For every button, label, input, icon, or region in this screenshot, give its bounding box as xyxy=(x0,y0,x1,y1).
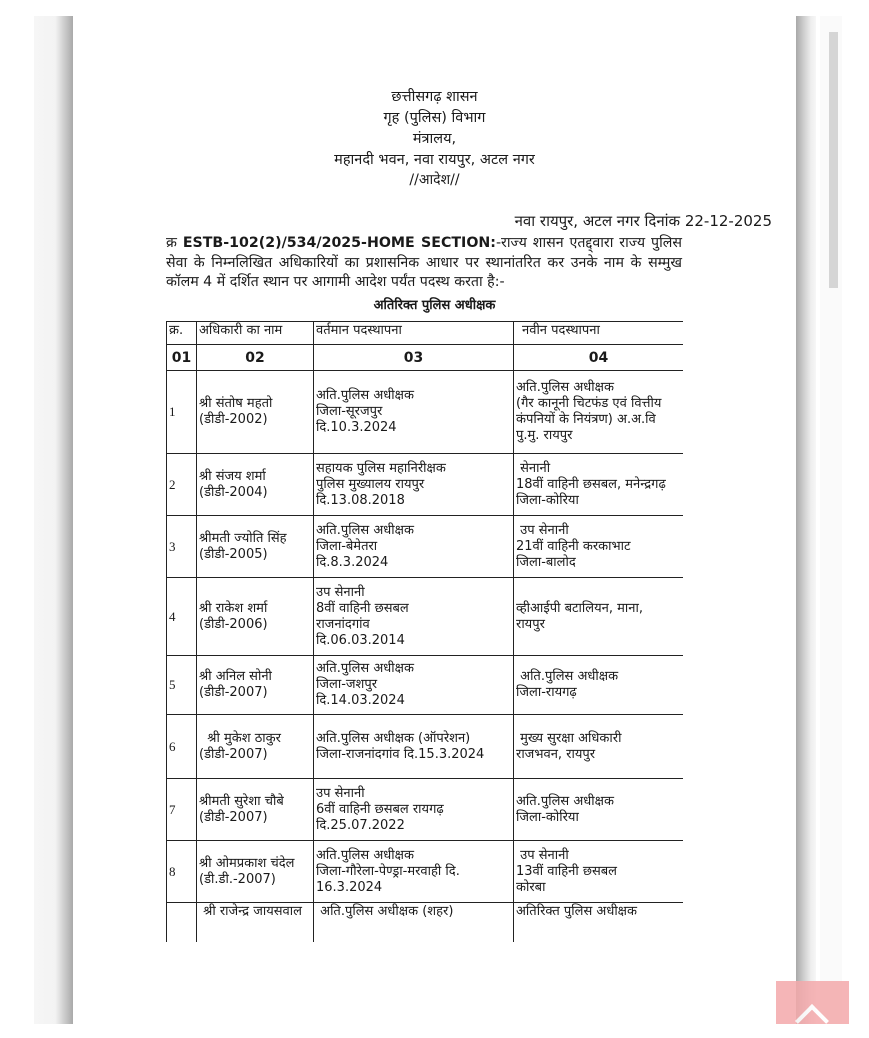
cell-current-posting-line: अति.पुलिस अधीक्षक (ऑपरेशन) xyxy=(316,730,471,746)
cell-current-posting-line: दि.14.03.2024 xyxy=(316,693,405,708)
cell-current-posting-line: पुलिस मुख्यालय रायपुर xyxy=(316,476,425,492)
cell-officer-name-line: श्रीमती ज्योति सिंह xyxy=(199,530,287,546)
cell-current-posting-line: उप सेनानी xyxy=(316,785,365,801)
section-title: अतिरिक्त पुलिस अधीक्षक xyxy=(373,298,496,313)
cell-new-posting xyxy=(514,516,684,578)
cell-current-posting-line: दि.8.3.2024 xyxy=(316,554,389,570)
cell-officer-name xyxy=(197,578,314,656)
back-to-top-button[interactable] xyxy=(776,981,849,1024)
header-officer-name: अधिकारी का नाम xyxy=(197,322,314,345)
date-line: नवा रायपुर, अटल नगर दिनांक 22-12-2025 xyxy=(514,212,772,230)
cell-current-posting-line: अति.पुलिस अधीक्षक (शहर) xyxy=(316,904,454,919)
cell-new-posting-line: अतिरिक्त पुलिस अधीक्षक xyxy=(516,904,637,919)
cell-current-posting-line: जिला-सूरजपुर xyxy=(316,404,383,419)
cell-current-posting-line: अति.पुलिस अधीक्षक xyxy=(316,661,414,676)
cell-new-posting-line: कोरबा xyxy=(516,879,546,895)
cell-new-posting-line: 18वीं वाहिनी छसबल, मनेन्द्रगढ़ xyxy=(516,476,666,492)
cell-current-posting-line: जिला-राजनांदगांव दि.15.3.2024 xyxy=(316,746,485,762)
table-header-row xyxy=(167,322,684,345)
cell-officer-name-line: (डीडी-2004) xyxy=(199,484,268,500)
cell-officer-name xyxy=(197,454,314,516)
cell-officer-name xyxy=(197,656,314,715)
table-row xyxy=(167,779,684,841)
cell-officer-name-line: श्रीमती सुरेशा चौबे xyxy=(199,793,284,809)
govt-title: छत्तीसगढ़ शासन xyxy=(391,89,478,105)
page-shadow-right xyxy=(796,16,816,1024)
cell-new-posting-line: राजभवन, रायपुर xyxy=(516,746,596,762)
cell-current-posting-line: 6वीं वाहिनी छसबल रायगढ़ xyxy=(316,801,444,817)
column-number: 04 xyxy=(514,345,684,371)
cell-current-posting xyxy=(314,371,514,454)
cell-officer-name-line: (डीडी-2007) xyxy=(199,685,268,700)
cell-new-posting-line: अति.पुलिस अधीक्षक xyxy=(516,669,619,684)
header-new-posting: नवीन पदस्थापना xyxy=(514,322,684,345)
cell-officer-name xyxy=(197,903,314,943)
cell-officer-name-line: (डीडी-2005) xyxy=(199,546,268,562)
cell-new-posting xyxy=(514,371,684,454)
cell-new-posting-line: कंपनियों के नियंत्रण) अ.अ.वि xyxy=(516,412,656,427)
cell-new-posting-line: रायपुर xyxy=(516,616,545,632)
cell-current-posting xyxy=(314,516,514,578)
cell-sn: 2 xyxy=(167,454,197,516)
column-number: 01 xyxy=(167,345,197,371)
cell-new-posting-line: जिला-कोरिया xyxy=(516,492,579,508)
table-row xyxy=(167,841,684,903)
cell-current-posting-line: जिला-जशपुर xyxy=(316,677,378,692)
cell-current-posting-line: 16.3.2024 xyxy=(316,879,383,895)
cell-current-posting-line: जिला-बेमेतरा xyxy=(316,538,378,554)
cell-current-posting-line: अति.पुलिस अधीक्षक xyxy=(316,847,414,863)
table-row xyxy=(167,903,684,943)
cell-current-posting-line: राजनांदगांव xyxy=(316,616,370,632)
cell-sn: 3 xyxy=(167,516,197,578)
header-current-posting: वर्तमान पदस्थापना xyxy=(314,322,514,345)
cell-current-posting-line: जिला-गौरेला-पेण्ड्रा-मरवाही दि. xyxy=(316,863,460,879)
chevron-up-icon xyxy=(795,1004,829,1038)
cell-officer-name-line: श्री संजय शर्मा xyxy=(199,468,266,484)
column-number-row xyxy=(167,345,684,371)
table-row xyxy=(167,454,684,516)
cell-current-posting xyxy=(314,454,514,516)
cell-current-posting xyxy=(314,779,514,841)
cell-sn: 8 xyxy=(167,841,197,903)
address-line: महानदी भवन, नवा रायपुर, अटल नगर xyxy=(334,152,535,168)
cell-new-posting-line: उप सेनानी xyxy=(516,522,569,538)
ministry-title: मंत्रालय, xyxy=(412,131,457,147)
cell-officer-name-line: श्री मुकेश ठाकुर xyxy=(199,730,281,746)
cell-current-posting xyxy=(314,841,514,903)
cell-current-posting xyxy=(314,903,514,943)
cell-officer-name xyxy=(197,779,314,841)
cell-officer-name-line: श्री अनिल सोनी xyxy=(199,669,272,684)
cell-officer-name xyxy=(197,841,314,903)
cell-officer-name xyxy=(197,516,314,578)
cell-new-posting xyxy=(514,841,684,903)
cell-new-posting-line: जिला-कोरिया xyxy=(516,809,579,825)
cell-sn: 4 xyxy=(167,578,197,656)
transfer-table xyxy=(166,321,683,942)
order-paragraph xyxy=(166,234,682,293)
cell-new-posting-line: जिला-रायगढ़ xyxy=(516,685,577,700)
cell-new-posting xyxy=(514,779,684,841)
column-number: 03 xyxy=(314,345,514,371)
table-row xyxy=(167,578,684,656)
cell-new-posting-line: सेनानी xyxy=(516,460,551,476)
cell-new-posting xyxy=(514,454,684,516)
cell-officer-name-line: (डीडी-2007) xyxy=(199,809,268,825)
cell-current-posting xyxy=(314,656,514,715)
cell-officer-name-line: (डीडी-2006) xyxy=(199,616,268,632)
cell-sn xyxy=(167,903,197,943)
order-number: ESTB-102(2)/534/2025-HOME SECTION: xyxy=(182,235,496,251)
cell-new-posting xyxy=(514,578,684,656)
department-title: गृह (पुलिस) विभाग xyxy=(383,110,486,126)
cell-officer-name-line: श्री ओमप्रकाश चंदेल xyxy=(199,855,295,871)
table-row xyxy=(167,715,684,779)
header-sn: क्र. xyxy=(167,322,197,345)
cell-current-posting-line: उप सेनानी xyxy=(316,584,365,600)
cell-officer-name-line: श्री संतोष महतो xyxy=(199,396,273,411)
cell-current-posting xyxy=(314,715,514,779)
cell-sn: 7 xyxy=(167,779,197,841)
cell-new-posting-line: जिला-बालोद xyxy=(516,554,576,570)
scrollbar-thumb[interactable] xyxy=(829,32,838,288)
cell-new-posting-line: अति.पुलिस अधीक्षक xyxy=(516,380,614,395)
cell-sn: 5 xyxy=(167,656,197,715)
cell-sn: 1 xyxy=(167,371,197,454)
order-prefix: क्र xyxy=(166,235,177,251)
document-page xyxy=(73,0,796,1024)
cell-officer-name-line: श्री राजेन्द्र जायसवाल xyxy=(199,904,302,919)
table-row xyxy=(167,516,684,578)
cell-new-posting-line: अति.पुलिस अधीक्षक xyxy=(516,793,614,809)
column-number: 02 xyxy=(197,345,314,371)
cell-current-posting-line: 8वीं वाहिनी छसबल xyxy=(316,600,409,616)
cell-current-posting-line: दि.13.08.2018 xyxy=(316,492,405,508)
cell-new-posting-line: पु.मु. रायपुर xyxy=(516,428,573,443)
cell-current-posting-line: अति.पुलिस अधीक्षक xyxy=(316,388,414,403)
cell-officer-name-line: (डी.डी.-2007) xyxy=(199,871,276,887)
cell-sn: 6 xyxy=(167,715,197,779)
cell-current-posting-line: सहायक पुलिस महानिरीक्षक xyxy=(316,460,446,476)
table-row xyxy=(167,371,684,454)
cell-current-posting-line: दि.25.07.2022 xyxy=(316,817,405,833)
order-body: -राज्य शासन एतद्द्वारा राज्य पुलिस सेवा के निम्नलिखित अधिकारियों का प्रशासनिक आधार पर स्थानांतरित कर उनके नाम के सम्मुख कॉलम 4 में दर्शित स्थान पर आगामी आदेश पर्यंत पदस्थ करता है:- xyxy=(166,235,682,290)
cell-current-posting-line: दि.06.03.2014 xyxy=(316,632,405,648)
cell-current-posting-line: अति.पुलिस अधीक्षक xyxy=(316,522,414,538)
cell-new-posting xyxy=(514,903,684,943)
transfer-table-wrapper xyxy=(166,321,683,942)
cell-new-posting xyxy=(514,715,684,779)
cell-new-posting-line: मुख्य सुरक्षा अधिकारी xyxy=(516,730,622,746)
cell-current-posting-line: दि.10.3.2024 xyxy=(316,420,397,435)
cell-officer-name-line: श्री राकेश शर्मा xyxy=(199,600,268,616)
cell-new-posting-line: 21वीं वाहिनी करकाभाट xyxy=(516,538,631,554)
cell-officer-name-line: (डीडी-2007) xyxy=(199,746,268,762)
cell-current-posting xyxy=(314,578,514,656)
cell-officer-name-line: (डीडी-2002) xyxy=(199,412,268,427)
cell-new-posting-line: (गैर कानूनी चिटफंड एवं वित्तीय xyxy=(516,396,662,411)
cell-new-posting-line: 13वीं वाहिनी छसबल xyxy=(516,863,617,879)
cell-officer-name xyxy=(197,371,314,454)
order-heading: //आदेश// xyxy=(409,172,460,188)
cell-new-posting xyxy=(514,656,684,715)
table-row xyxy=(167,656,684,715)
page-shadow-left xyxy=(34,16,73,1024)
cell-officer-name xyxy=(197,715,314,779)
cell-new-posting-line: व्हीआईपी बटालियन, माना, xyxy=(516,600,643,616)
cell-new-posting-line: उप सेनानी xyxy=(516,847,569,863)
